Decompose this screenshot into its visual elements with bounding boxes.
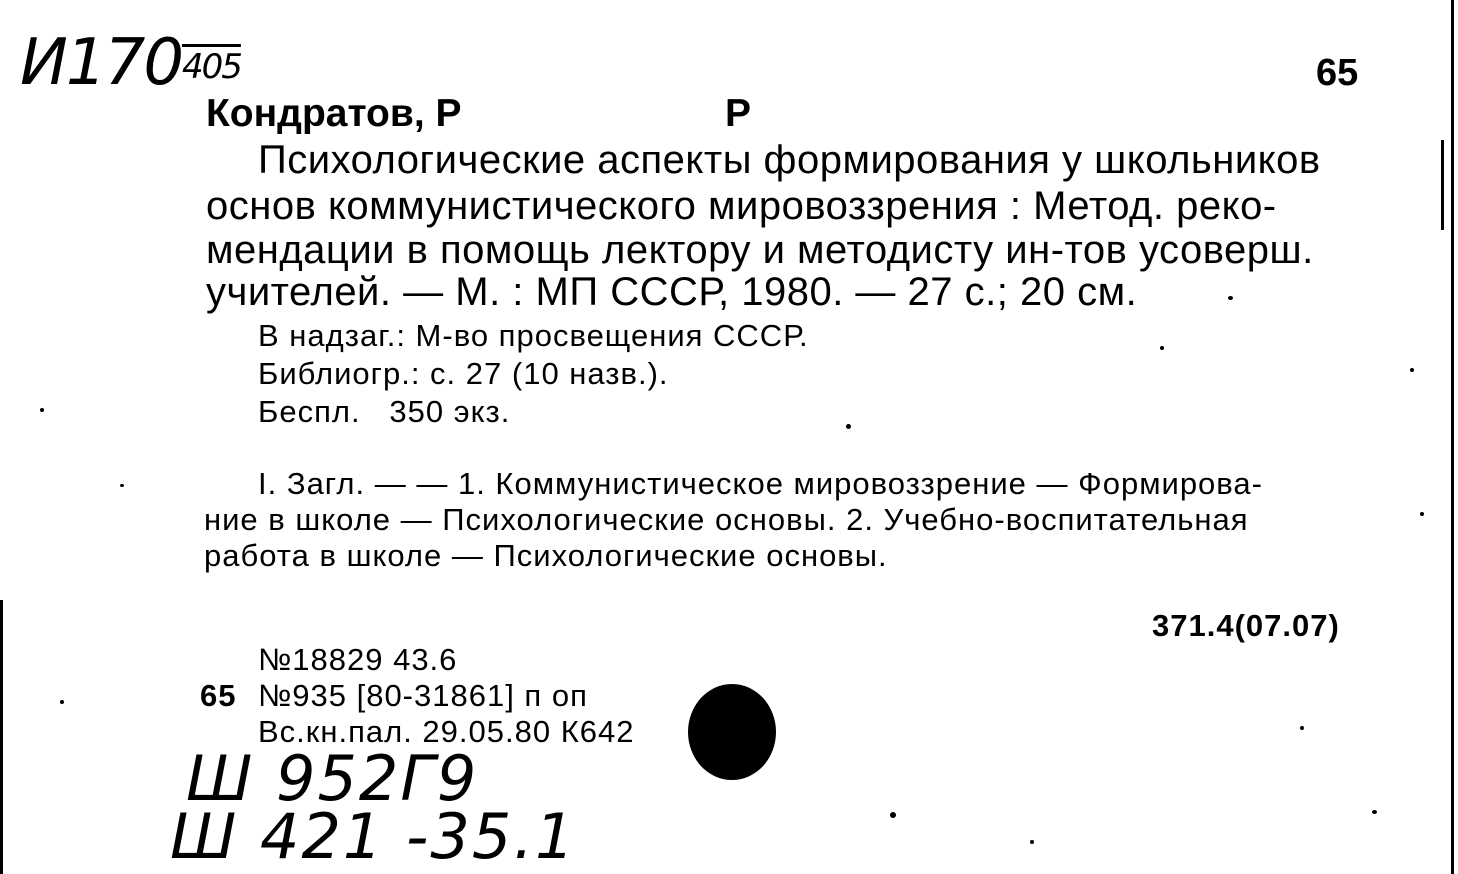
title-line-2: основ коммунистического мировоззрения : Метод. реко- xyxy=(206,184,1277,228)
page-number: 65 xyxy=(1316,52,1359,94)
scan-speck xyxy=(120,484,124,487)
subject-line-3: работа в школе — Психологические основы. xyxy=(204,538,888,573)
scan-speck xyxy=(1420,512,1424,516)
scan-speck xyxy=(846,424,851,429)
handwritten-shelf-main: И170 xyxy=(20,26,183,100)
author: Кондратов, Р xyxy=(206,92,462,135)
title-line-1: Психологические аспекты формирования у школьников xyxy=(258,138,1321,182)
scan-speck xyxy=(40,408,44,412)
scan-speck xyxy=(1160,346,1164,350)
handwritten-shelf-number xyxy=(20,26,241,100)
subject-line-1: I. Загл. — — 1. Коммунистическое мировоззрение — Формирова- xyxy=(258,466,1263,501)
scan-speck xyxy=(1228,296,1233,300)
record-line-2: №935 [80-31861] п оп xyxy=(258,678,588,713)
handwritten-shelf-sub: 405 xyxy=(182,47,241,87)
subject-line-2: ние в школе — Психологические основы. 2. Учебно-воспитательная xyxy=(204,502,1249,537)
classification-code: 371.4(07.07) xyxy=(1152,608,1340,643)
note-header: В надзаг.: М-во просвещения СССР. xyxy=(258,318,809,353)
scan-speck xyxy=(890,812,896,818)
title-line-4: учителей. — М. : МП СССР, 1980. — 27 с.; 20 см. xyxy=(206,270,1138,314)
note-bibliography: Библиогр.: с. 27 (10 назв.). xyxy=(258,356,669,391)
record-line-1: №18829 43.6 xyxy=(258,642,458,677)
note-price: Беспл. 350 экз. xyxy=(258,394,511,429)
scan-speck xyxy=(1030,840,1034,844)
scan-speck xyxy=(1300,726,1304,730)
scan-speck xyxy=(1410,368,1414,372)
record-line-3: Вс.кн.пал. 29.05.80 К642 xyxy=(258,714,635,749)
punch-hole xyxy=(688,684,776,780)
title-line-3: мендации в помощь лектору и методисту ин-тов усоверш. xyxy=(206,228,1314,272)
record-prefix: 65 xyxy=(200,678,237,713)
author-initial: Р xyxy=(725,92,752,135)
card-edge-right-mark xyxy=(1441,140,1444,230)
scan-speck xyxy=(1372,810,1377,814)
handwritten-code-1: Ш 952Г9 xyxy=(186,742,479,815)
handwritten-code-2: Ш 421 -35.1 xyxy=(170,800,577,873)
card-edge-right xyxy=(1451,0,1454,874)
scan-speck xyxy=(60,700,64,704)
card-edge-left xyxy=(0,600,3,874)
